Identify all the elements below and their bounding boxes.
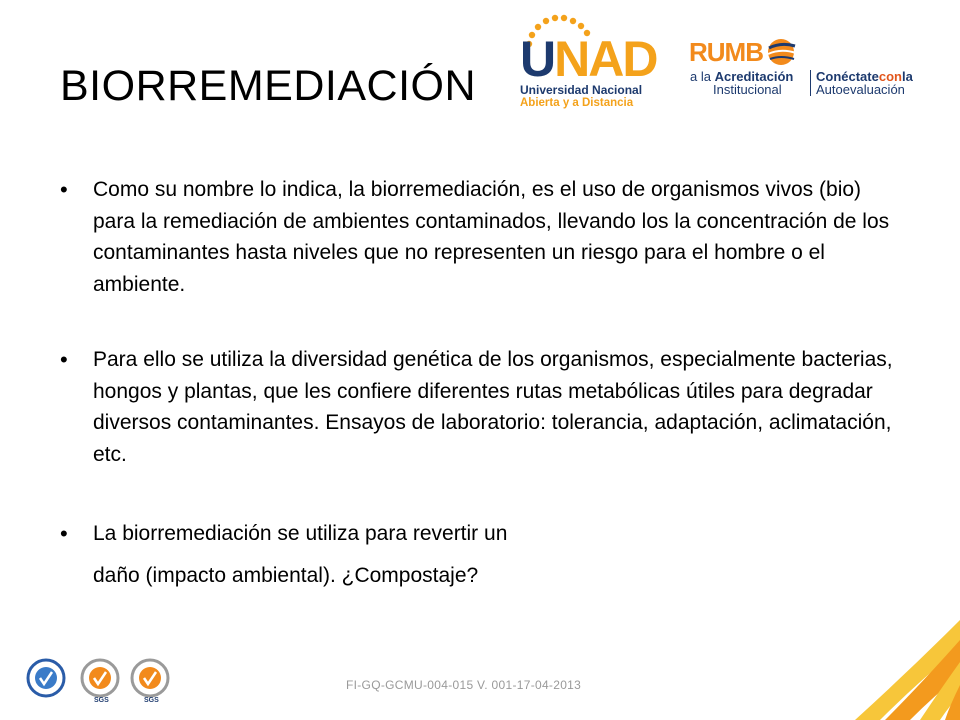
unad-line1: Universidad Nacional <box>520 83 643 97</box>
bullet-text: Para ello se utiliza la diversidad genética de los organismos, especialmente bacterias, hongos y plantas, que les confiere diferentes rutas metabólicas útiles para degradar diversos contaminantes. Ensayos de laboratorio: tolerancia, adaptación, aclimatación, etc. <box>93 348 893 466</box>
unad-wordmark: UNAD <box>520 31 657 87</box>
bullet-text-line1: La biorremediación se utiliza para revertir un <box>93 522 508 545</box>
svg-text:SGS: SGS <box>144 697 159 704</box>
slide-title: BIORREMEDIACIÓN <box>60 62 477 110</box>
unad-line2: Abierta y a Distancia <box>520 97 634 109</box>
rumbo-separator <box>810 70 811 96</box>
rumbo-globe-icon <box>765 36 801 68</box>
svg-text:SGS: SGS <box>94 697 109 704</box>
unad-logo <box>515 14 657 110</box>
rumbo-autoevaluacion: Autoevaluación <box>816 82 905 97</box>
bullet-text-line2: daño (impacto ambiental). ¿Compostaje? <box>93 564 479 587</box>
rumbo-wordmark: RUMB <box>689 37 763 67</box>
rumbo-line1: a la Acreditación <box>690 69 794 84</box>
rumbo-connect: Conéctateconla <box>816 69 913 84</box>
bullet-text <box>93 513 908 597</box>
document-code: FI-GQ-GCMU-004-015 V. 001-17-04-2013 <box>346 678 582 692</box>
certification-seals <box>22 656 172 706</box>
corner-swoosh-decoration <box>800 600 960 720</box>
bullet-icon: • <box>60 521 68 546</box>
rumbo-logo <box>687 36 937 98</box>
bullet-icon: • <box>60 177 68 202</box>
rumbo-line2: Institucional <box>713 82 782 97</box>
certification-seals-icon <box>22 656 172 706</box>
bullet-icon: • <box>60 347 68 372</box>
bullet-text: Como su nombre lo indica, la biorremediación, es el uso de organismos vivos (bio) para la remediación de ambientes contaminados, llevando los la concentración de los contaminantes hasta niveles que no representen un riesgo para el hombre o el ambiente. <box>93 178 890 296</box>
